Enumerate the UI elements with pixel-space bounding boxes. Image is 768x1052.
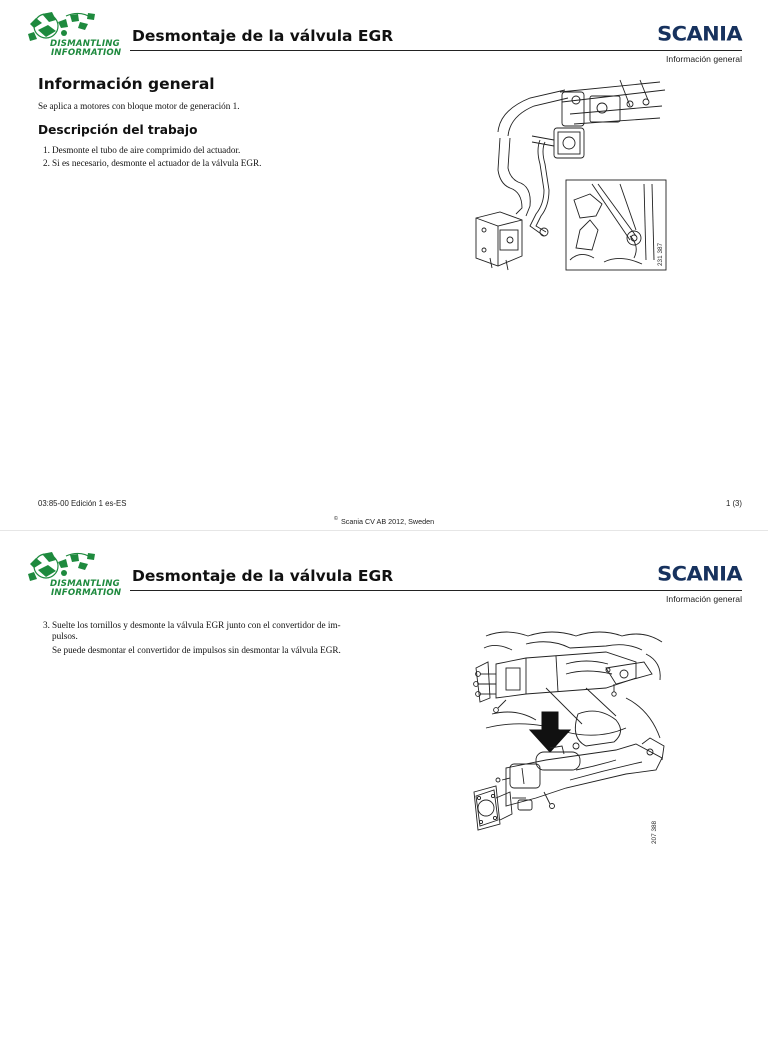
dismantling-information-logo — [22, 10, 120, 62]
copyright-text: Scania CV AB 2012, Sweden — [340, 517, 435, 526]
logo-line-1: DISMANTLING — [50, 39, 120, 49]
step-number: 1. — [43, 145, 50, 155]
egr-valve-illustration — [466, 628, 672, 854]
scania-logo: SCANIA — [657, 562, 742, 586]
step-text-line-2: pulsos. — [52, 631, 78, 641]
step-text: Si es necesario, desmonte el actuador de la válvula EGR. — [52, 158, 262, 168]
page-number: 1 (3) — [725, 499, 742, 508]
page-separator — [0, 530, 768, 531]
step-text: Desmonte el tubo de aire comprimido del actuador. — [52, 145, 241, 155]
step-note: Se puede desmontar el convertidor de impulsos sin desmontar la válvula EGR. — [52, 645, 341, 655]
figure-number: 207 388 — [651, 820, 658, 844]
document-title: Desmontaje de la válvula EGR — [132, 567, 394, 585]
step-number: 2. — [43, 158, 50, 168]
copyright-notice — [0, 516, 768, 526]
section-heading: Información general — [38, 75, 215, 93]
step-item — [38, 620, 398, 656]
header-rule — [130, 50, 742, 51]
work-steps-list — [38, 145, 398, 171]
step-item — [38, 158, 398, 169]
logo-line-2: INFORMATION — [51, 48, 122, 58]
step-number: 3. — [43, 620, 50, 630]
document-title: Desmontaje de la válvula EGR — [132, 27, 394, 45]
logo-line-1: DISMANTLING — [50, 579, 120, 589]
down-arrow-icon — [530, 712, 570, 752]
document-reference: 03:85-00 Edición 1 es-ES — [38, 499, 127, 508]
work-steps-list — [38, 620, 398, 658]
document-page-2 — [0, 540, 768, 1052]
copyright-symbol: © — [333, 516, 338, 522]
dismantling-information-logo — [22, 550, 120, 602]
applicability-text: Se aplica a motores con bloque motor de generación 1. — [38, 101, 240, 111]
scania-logo: SCANIA — [657, 22, 742, 46]
logo-line-2: INFORMATION — [51, 588, 122, 598]
header-rule — [130, 590, 742, 591]
section-label: Información general — [666, 594, 742, 604]
figure-number: 231 387 — [657, 242, 664, 266]
step-text-line-1: Suelte los tornillos y desmonte la válvula EGR junto con el convertidor de im- — [52, 620, 341, 630]
section-label: Información general — [666, 54, 742, 64]
step-item — [38, 145, 398, 156]
actuator-illustration — [470, 80, 670, 272]
subsection-heading: Descripción del trabajo — [38, 123, 198, 137]
